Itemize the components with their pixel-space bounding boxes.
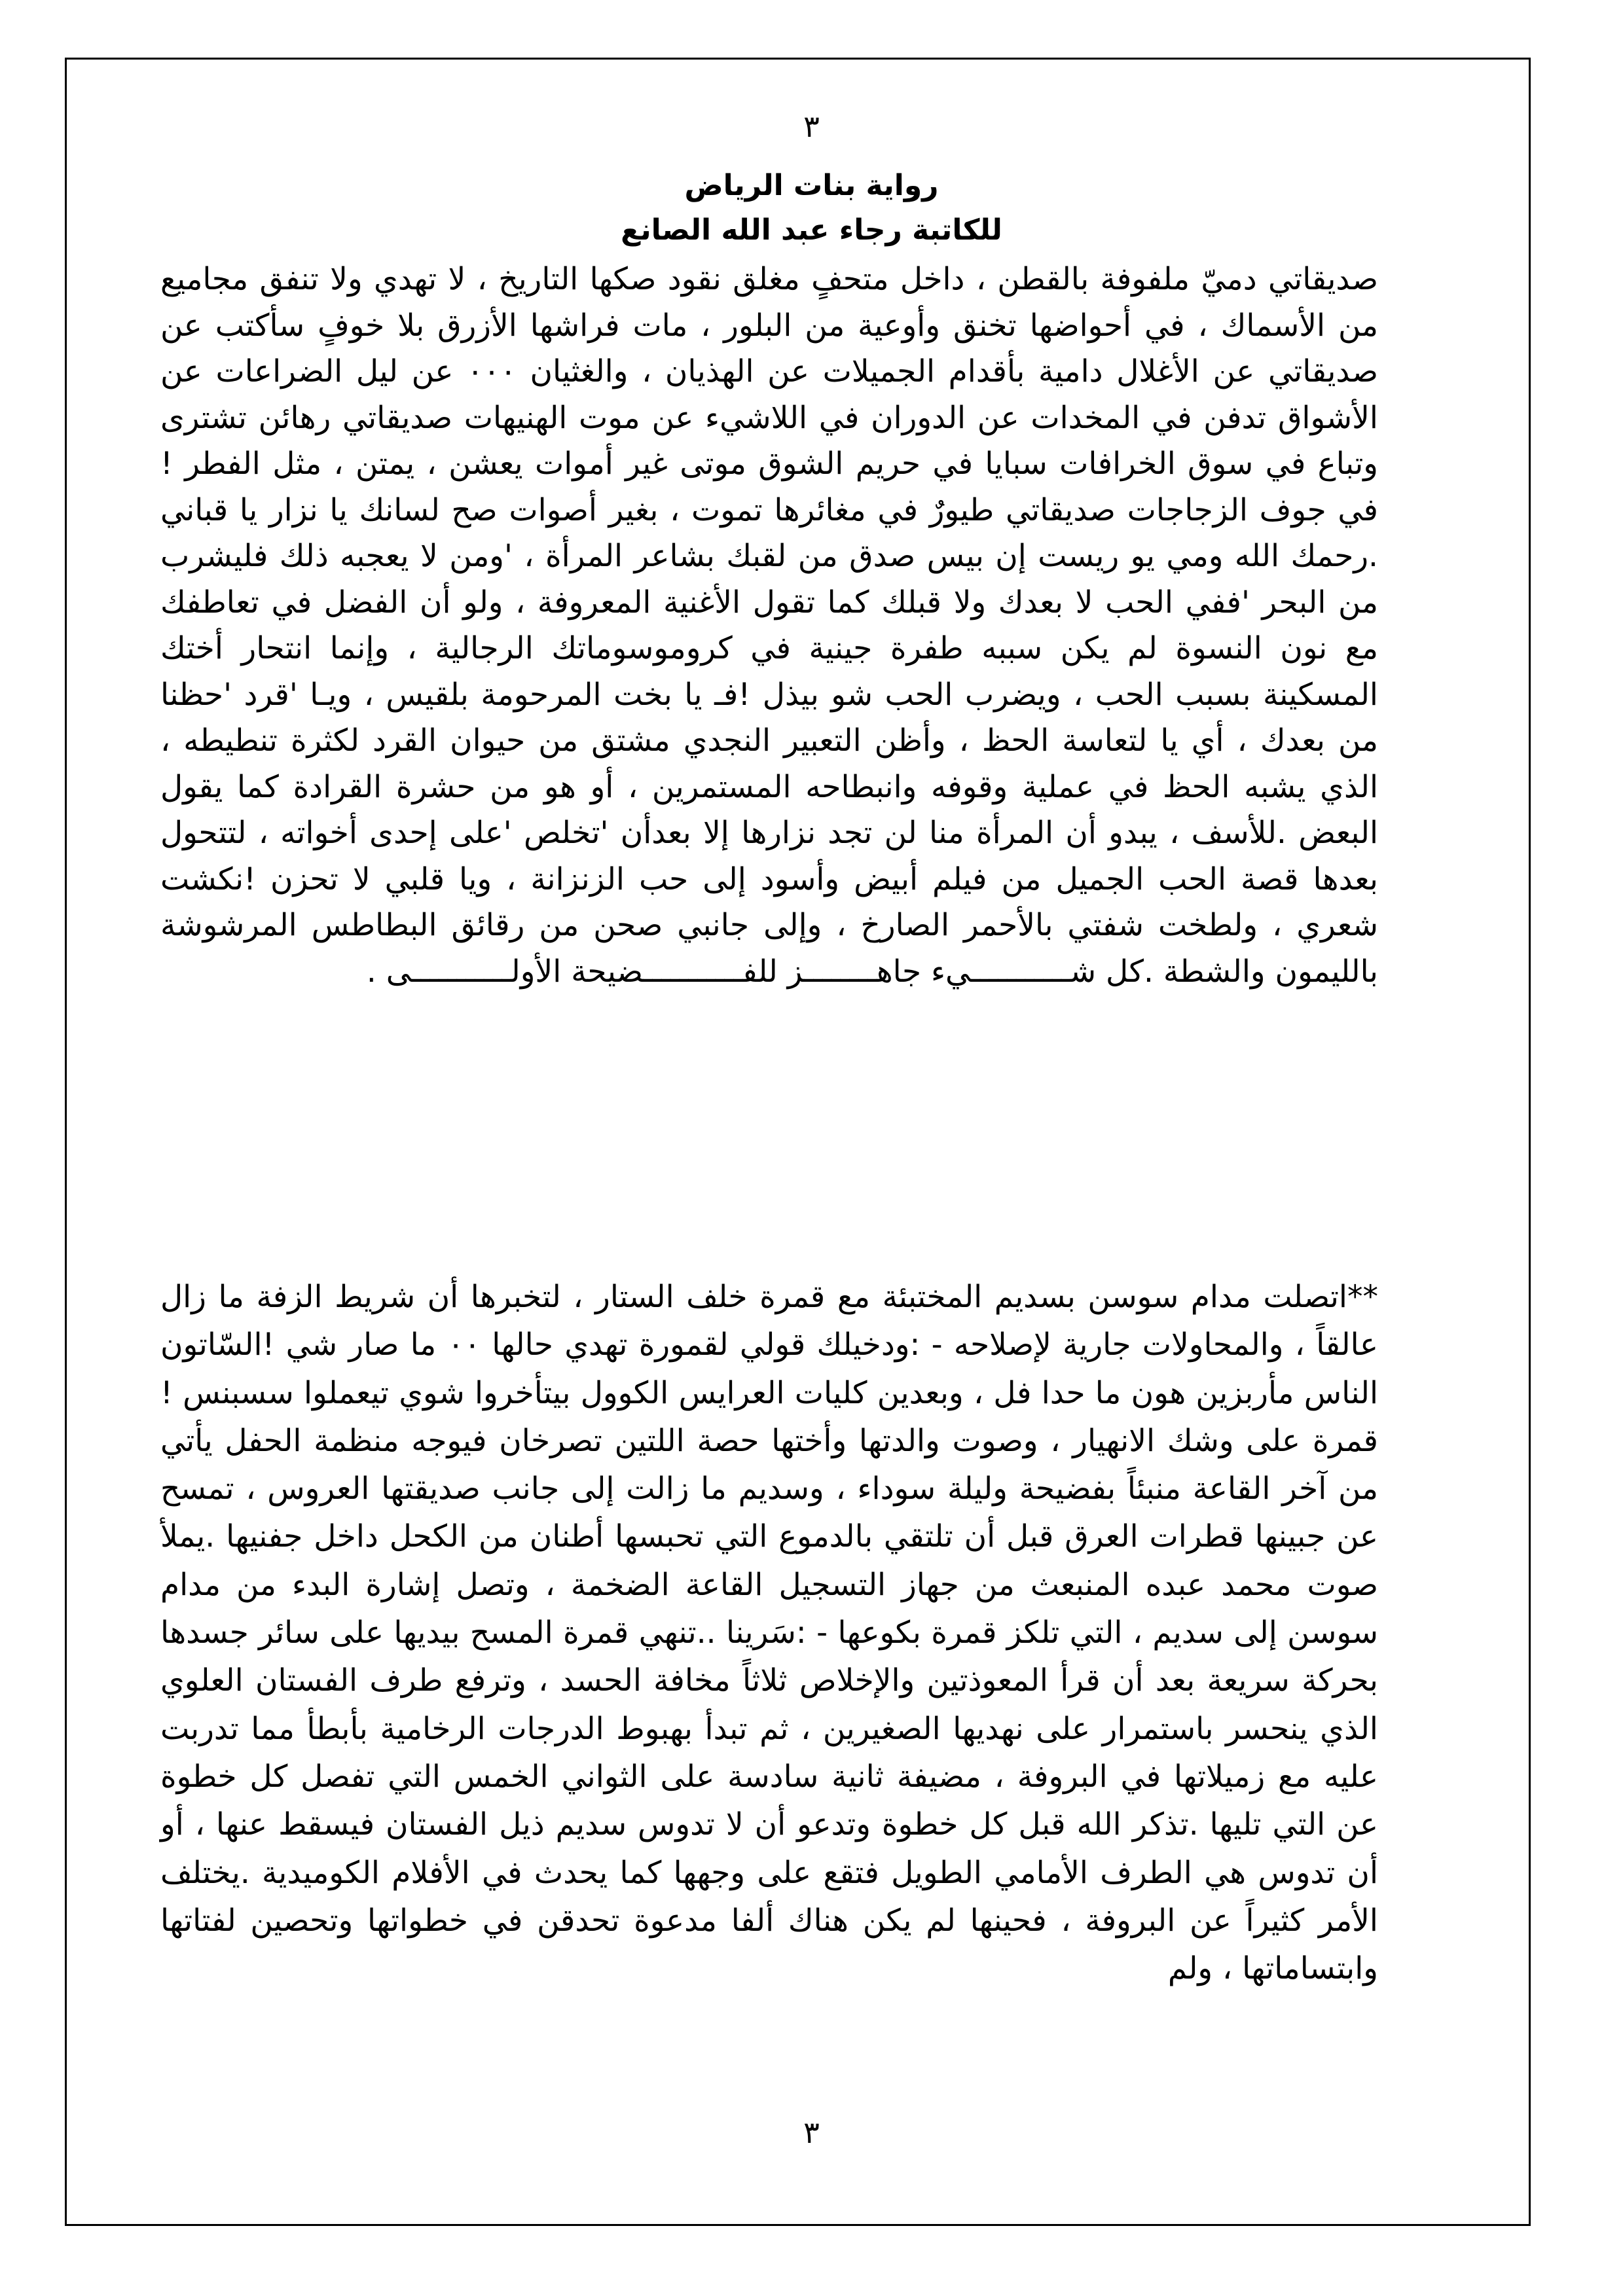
paragraph-2: **اتصلت مدام سوسن بسديم المختبئة مع قمرة خلف الستار ، لتخبرها أن شريط الزفة ما زال عالقاً ، والمحاولات جارية لإصلاحه - :ودخيلك قولي لقمورة تهدي حالها ٠٠ ما صار شي !السّاتون الناس مأربزين هون ما حدا فل ، وبعدين كليات العرايس الكوول بيتأخروا شوي تيعملوا سسبنس !قمرة على وشك الانهيار ، وصوت والدتها وأختها حصة اللتين تصرخان فيوجه منظمة الحفل يأتي من آخر القاعة منبئاً بفضيحة وليلة سوداء ، وسديم ما زالت إلى جانب صديقتها العروس ، تمسح عن جبينها قطرات العرق قبل أن تلتقي بالدموع التي تحبسها أطنان من الكحل داخل جفنيها .يملأ صوت محمد عبده المنبعث من جهاز التسجيل القاعة الضخمة ، وتصل إشارة البدء من مدام سوسن إلى سديم ، التي تلكز قمرة بكوعها - :سَرينا ..تنهي قمرة المسح بيديها على سائر جسدها بحركة سريعة بعد أن قرأ المعوذتين والإخلاص ثلاثاً مخافة الحسد ، وترفع طرف الفستان العلوي الذي ينحسر باستمرار على نهديها الصغيرين ، ثم تبدأ بهبوط الدرجات الرخامية بأبطأ مما تدربت عليه مع زميلاتها في البروفة ، مضيفة ثانية سادسة على الثواني الخمس التي تفصل كل خطوة عن التي تليها .تذكر الله قبل كل خطوة وتدعو أن لا تدوس سديم ذيل الفستان فيسقط عنها ، أو أن تدوس هي الطرف الأمامي الطويل فتقع على وجهها كما يحدث في الأفلام الكوميدية .يختلف الأمر كثيراً عن البروفة ، فحينها لم يكن هناك ألفا مدعوة تحدقن في خطواتها وتحصين لفتاتها وابتساماتها ، ولم — [160, 1279, 1378, 1987]
paragraph-1: صديقاتي دميّ ملفوفة بالقطن ، داخل متحفٍ مغلق نقود صكها التاريخ ، لا تهدي ولا تنفق مجاميع من الأسماك ، في أحواضها تخنق وأوعية من البلور ، مات فراشها الأزرق بلا خوفٍ سأكتب عن صديقاتي عن الأغلال دامية بأقدام الجميلات عن الهذيان ، والغثيان ٠٠٠ عن ليل الضراعات عن الأشواق تدفن في المخدات عن الدوران في اللاشيء عن موت الهنيهات صديقاتي رهائن تشترى وتباع في سوق الخرافات سبايا في حريم الشوق موتى غير أموات يعشن ، يمتن ، مثل الفطر !في جوف الزجاجات صديقاتي طيورٌ في مغائرها تموت ، بغير أصوات صح لسانك يا نزار يا قباني .رحمك الله ومي يو ريست إن بيس صدق من لقبك بشاعر المرأة ، 'ومن لا يعجبه ذلك فليشرب من البحر 'ففي الحب لا بعدك ولا قبلك كما تقول الأغنية المعروفة ، ولو أن الفضل في تعاطفك مع نون النسوة لم يكن سببه طفرة جينية في كروموسوماتك الرجالية ، وإنما انتحار أختك المسكينة بسبب الحب ، ويضرب الحب شو بيذل !فـ يا بخت المرحومة بلقيس ، ويـا 'قرد 'حظنا من بعدك ، أي يا لتعاسة الحظ ، وأظن التعبير النجدي مشتق من حيوان القرد لكثرة تنطيطه ، الذي يشبه الحظ في عملية وقوفه وانبطاحه المستمرين ، أو هو من حشرة القرادة كما يقول البعض .للأسف ، يبدو أن المرأة منا لن تجد نزارها إلا بعدأن 'تخلص 'على إحدى أخواته ، لتتحول بعدها قصة الحب الجميل من فيلم أبيض وأسود إلى حب الزنزانة ، ويا قلبي لا تحزن !نكشت شعري ، ولطخت شفتي بالأحمر الصارخ ، وإلى جانبي صحن من رقائق البطاطس المرشوشة بالليمون والشطة .كل شـــــــــــيء جاهــــــــز للفـــــــــــضيحة الأولـــــــــــى . — [160, 261, 1378, 990]
page-number-top: ٣ — [803, 109, 820, 144]
book-title: رواية بنات الرياض — [684, 169, 939, 202]
page-number-bottom: ٣ — [803, 2115, 820, 2150]
author-line: للكاتبة رجاء عبد الله الصانع — [621, 213, 1002, 247]
